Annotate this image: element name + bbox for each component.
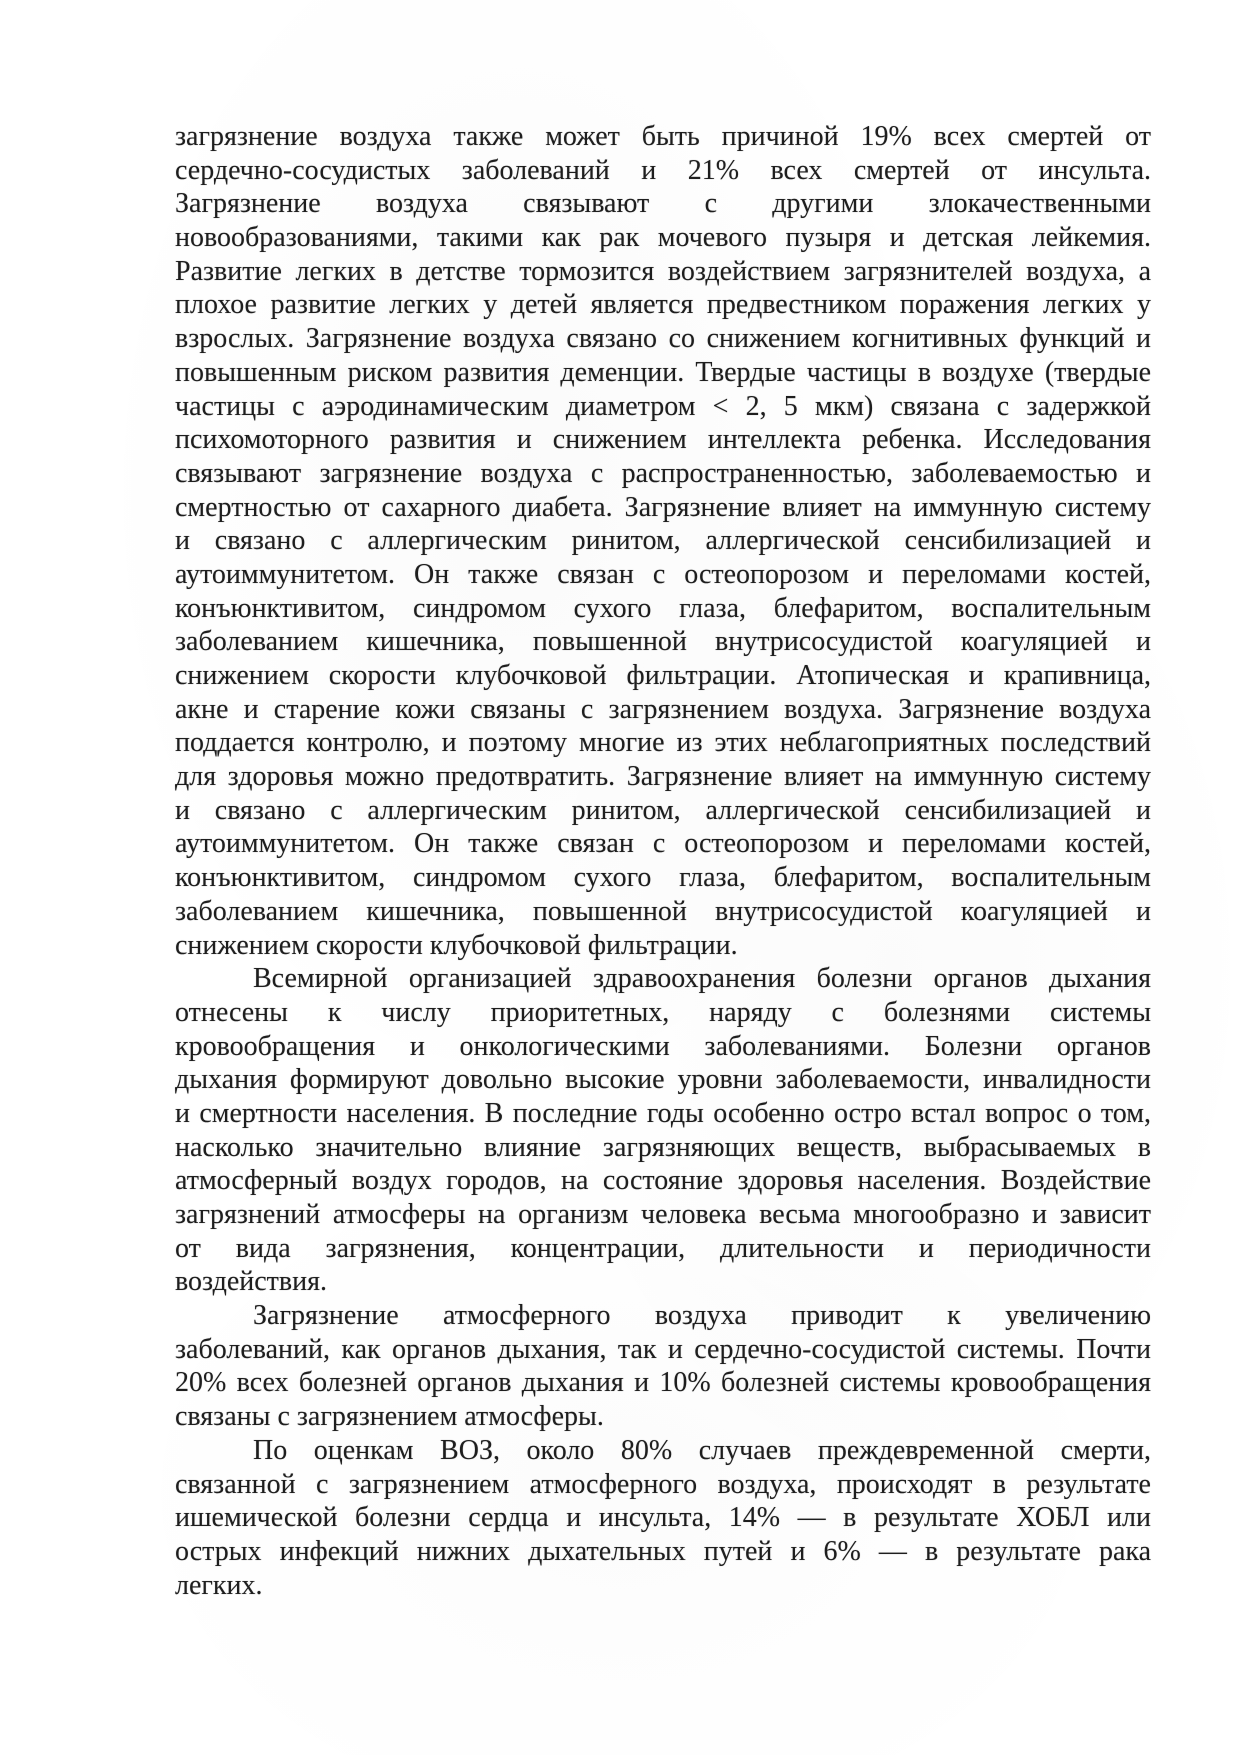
text-line: частицы с аэродинамическим диаметром < 2, 5 мкм) связана с задержкой (175, 390, 1151, 422)
text-line: дыхания формируют довольно высокие уровни заболеваемости, инвалидности (175, 1064, 1151, 1096)
text-line: поддается контролю, и поэтому многие из этих неблагоприятных последствий (175, 727, 1151, 759)
text-line: аутоиммунитетом. Он также связан с остеопорозом и переломами костей, (175, 828, 1151, 860)
page-text (175, 120, 1151, 1602)
text-line: психомоторного развития и снижением интеллекта ребенка. Исследования (175, 424, 1151, 456)
text-line: связаны с загрязнением атмосферы. (175, 1401, 604, 1433)
text-line: от вида загрязнения, концентрации, длительности и периодичности (175, 1232, 1151, 1264)
text-line: легких. (175, 1569, 263, 1601)
text-line: новообразованиями, такими как рак мочевого пузыря и детская лейкемия. (175, 222, 1151, 254)
text-line: заболеванием кишечника, повышенной внутрисосудистой коагуляцией и (175, 895, 1151, 927)
text-line: повышенным риском развития деменции. Твердые частицы в воздухе (твердые (175, 356, 1151, 388)
text-line: конъюнктивитом, синдромом сухого глаза, блефаритом, воспалительным (175, 592, 1151, 624)
paragraph (175, 1299, 1151, 1434)
text-line: и смертности населения. В последние годы особенно остро встал вопрос о том, (175, 1097, 1151, 1129)
text-line: загрязнение воздуха также может быть причиной 19% всех смертей от (175, 121, 1151, 152)
text-line: кровообращения и онкологическими заболеваниями. Болезни органов (175, 1030, 1151, 1062)
text-line: атмосферный воздух городов, на состояние здоровья населения. Воздействие (175, 1165, 1151, 1197)
text-line: взрослых. Загрязнение воздуха связано со снижением когнитивных функций и (175, 323, 1151, 355)
text-line: конъюнктивитом, синдромом сухого глаза, блефаритом, воспалительным (175, 862, 1151, 894)
text-line: По оценкам ВОЗ, около 80% случаев преждевременной смерти, (253, 1434, 1151, 1466)
text-line: связывают загрязнение воздуха с распространенностью, заболеваемостью и (175, 457, 1151, 489)
text-line: сердечно-сосудистых заболеваний и 21% всех смертей от инсульта. (175, 154, 1151, 186)
text-line: и связано с аллергическим ринитом, аллергической сенсибилизацией и (175, 525, 1151, 557)
text-line: острых инфекций нижних дыхательных путей и 6% — в результате рака (175, 1535, 1151, 1567)
text-line: связанной с загрязнением атмосферного воздуха, происходят в результате (175, 1468, 1151, 1500)
text-line: Всемирной организацией здравоохранения болезни органов дыхания (253, 963, 1151, 995)
text-line: для здоровья можно предотвратить. Загрязнение влияет на иммунную систему (175, 761, 1151, 793)
text-line: акне и старение кожи связаны с загрязнением воздуха. Загрязнение воздуха (175, 693, 1151, 725)
text-line: снижением скорости клубочковой фильтрации. Атопическая и крапивница, (175, 660, 1151, 691)
text-line: заболеваний, как органов дыхания, так и сердечно-сосудистой системы. Почти (175, 1333, 1151, 1365)
text-line: и связано с аллергическим ринитом, аллергической сенсибилизацией и (175, 794, 1151, 826)
paragraph (175, 962, 1151, 1299)
text-line: смертностью от сахарного диабета. Загрязнение влияет на иммунную систему (175, 491, 1151, 523)
text-line: аутоиммунитетом. Он также связан с остеопорозом и переломами костей, (175, 558, 1151, 590)
text-line: Развитие легких в детстве тормозится воздействием загрязнителей воздуха, а (175, 255, 1151, 287)
paragraph (175, 120, 1151, 962)
text-line: Загрязнение атмосферного воздуха приводит к увеличению (253, 1300, 1151, 1332)
text-line: снижением скорости клубочковой фильтрации. (175, 929, 738, 961)
text-line: воздействия. (175, 1266, 327, 1298)
text-line: плохое развитие легких у детей является предвестником поражения легких у (175, 289, 1151, 321)
paragraph (175, 1434, 1151, 1602)
text-line: 20% всех болезней органов дыхания и 10% болезней системы кровообращения (175, 1367, 1151, 1399)
text-line: загрязнений атмосферы на организм человека весьма многообразно и зависит (175, 1199, 1151, 1230)
text-line: ишемической болезни сердца и инсульта, 14% — в результате ХОБЛ или (175, 1502, 1151, 1534)
text-line: отнесены к числу приоритетных, наряду с болезнями системы (175, 996, 1151, 1028)
text-line: насколько значительно влияние загрязняющих веществ, выбрасываемых в (175, 1131, 1151, 1163)
text-line: Загрязнение воздуха связывают с другими злокачественными (175, 188, 1151, 220)
text-line: заболеванием кишечника, повышенной внутрисосудистой коагуляцией и (175, 626, 1151, 658)
